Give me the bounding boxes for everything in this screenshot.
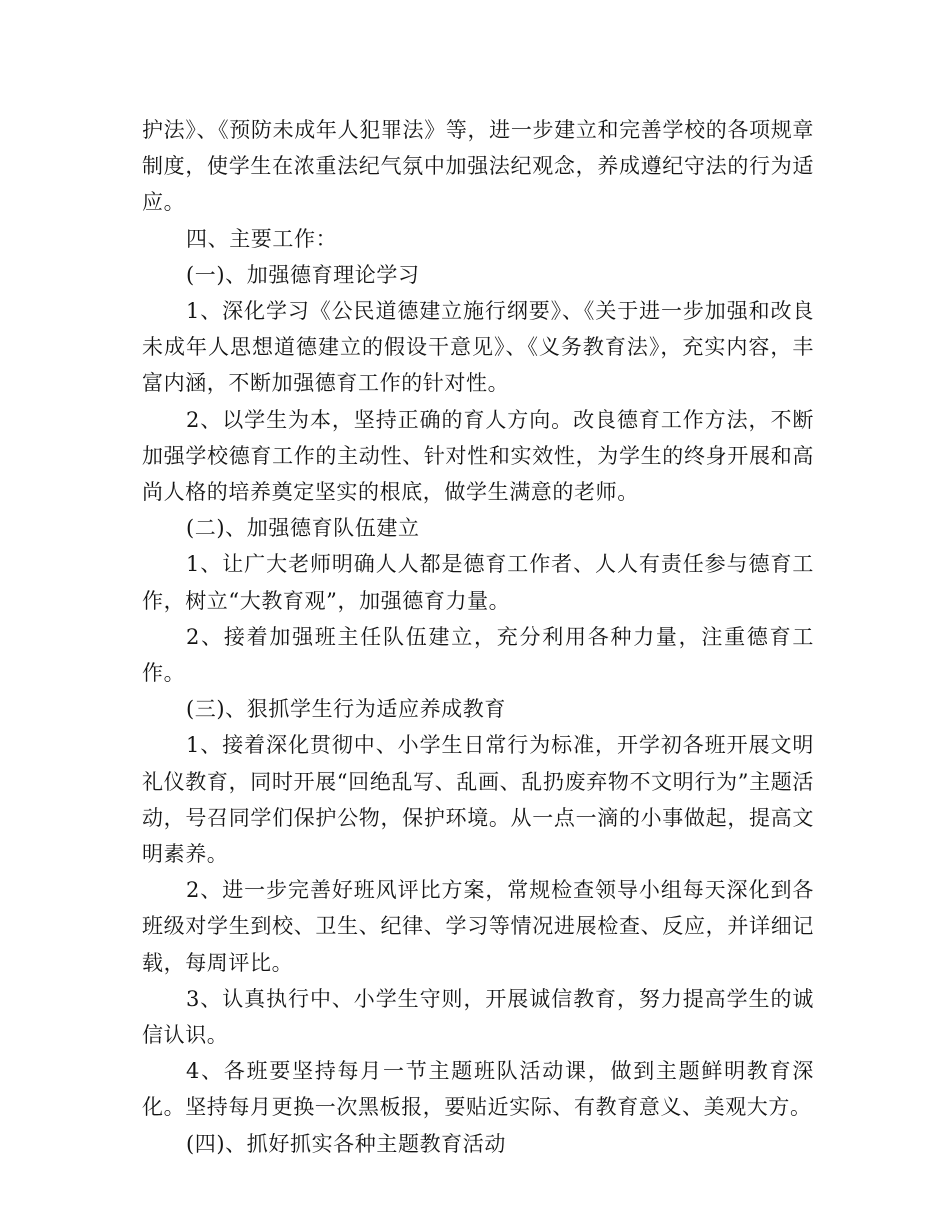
list-item-3-1: 1、接着深化贯彻中、小学生日常行为标准，开学初各班开展文明礼仪教育，同时开展“回绝乱写、乱画、乱扔废弃物不文明行为”主题活动，号召同学们保护公物，保护环境。从一点一滴的小事做起，提高文明素养。 <box>142 733 814 867</box>
section-heading-main-work: 四、主要工作： <box>186 226 338 251</box>
subsection-heading-2: (二)、加强德育队伍建立 <box>186 516 420 541</box>
list-item-3-3: 3、认真执行中、小学生守则，开展诚信教育，努力提高学生的诚信认识。 <box>142 986 814 1048</box>
subsection-heading-4: (四)、抓好抓实各种主题教育活动 <box>186 1131 506 1156</box>
subsection-heading-3: (三)、狠抓学生行为适应养成教育 <box>186 697 506 722</box>
list-item-3-4: 4、各班要坚持每月一节主题班队活动课，做到主题鲜明教育深化。坚持每月更换一次黑板报，要贴近实际、有教育意义、美观大方。 <box>142 1059 814 1120</box>
subsection-heading-1: (一)、加强德育理论学习 <box>186 262 420 287</box>
list-item-1-1: 1、深化学习《公民道德建立施行纲要》、《关于进一步加强和改良未成年人思想道德建立的假设干意见》、《义务教育法》，充实内容，丰富内涵，不断加强德育工作的针对性。 <box>142 299 814 396</box>
list-item-2-2: 2、接着加强班主任队伍建立，充分利用各种力量，注重德育工作。 <box>142 624 814 686</box>
document-body <box>142 112 814 1162</box>
list-item-3-2: 2、进一步完善好班风评比方案，常规检查领导小组每天深化到各班级对学生到校、卫生、纪律、学习等情况进展检查、反应，并详细记载，每周评比。 <box>142 878 814 975</box>
paragraph-continuation: 护法》、《预防未成年人犯罪法》等，进一步建立和完善学校的各项规章制度，使学生在浓重法纪气氛中加强法纪观念，养成遵纪守法的行为适应。 <box>142 118 814 215</box>
list-item-2-1: 1、让广大老师明确人人都是德育工作者、人人有责任参与德育工作，树立“大教育观”，加强德育力量。 <box>142 552 814 613</box>
list-item-1-2: 2、以学生为本，坚持正确的育人方向。改良德育工作方法，不断加强学校德育工作的主动性、针对性和实效性，为学生的终身开展和高尚人格的培养奠定坚实的根底，做学生满意的老师。 <box>142 407 814 505</box>
